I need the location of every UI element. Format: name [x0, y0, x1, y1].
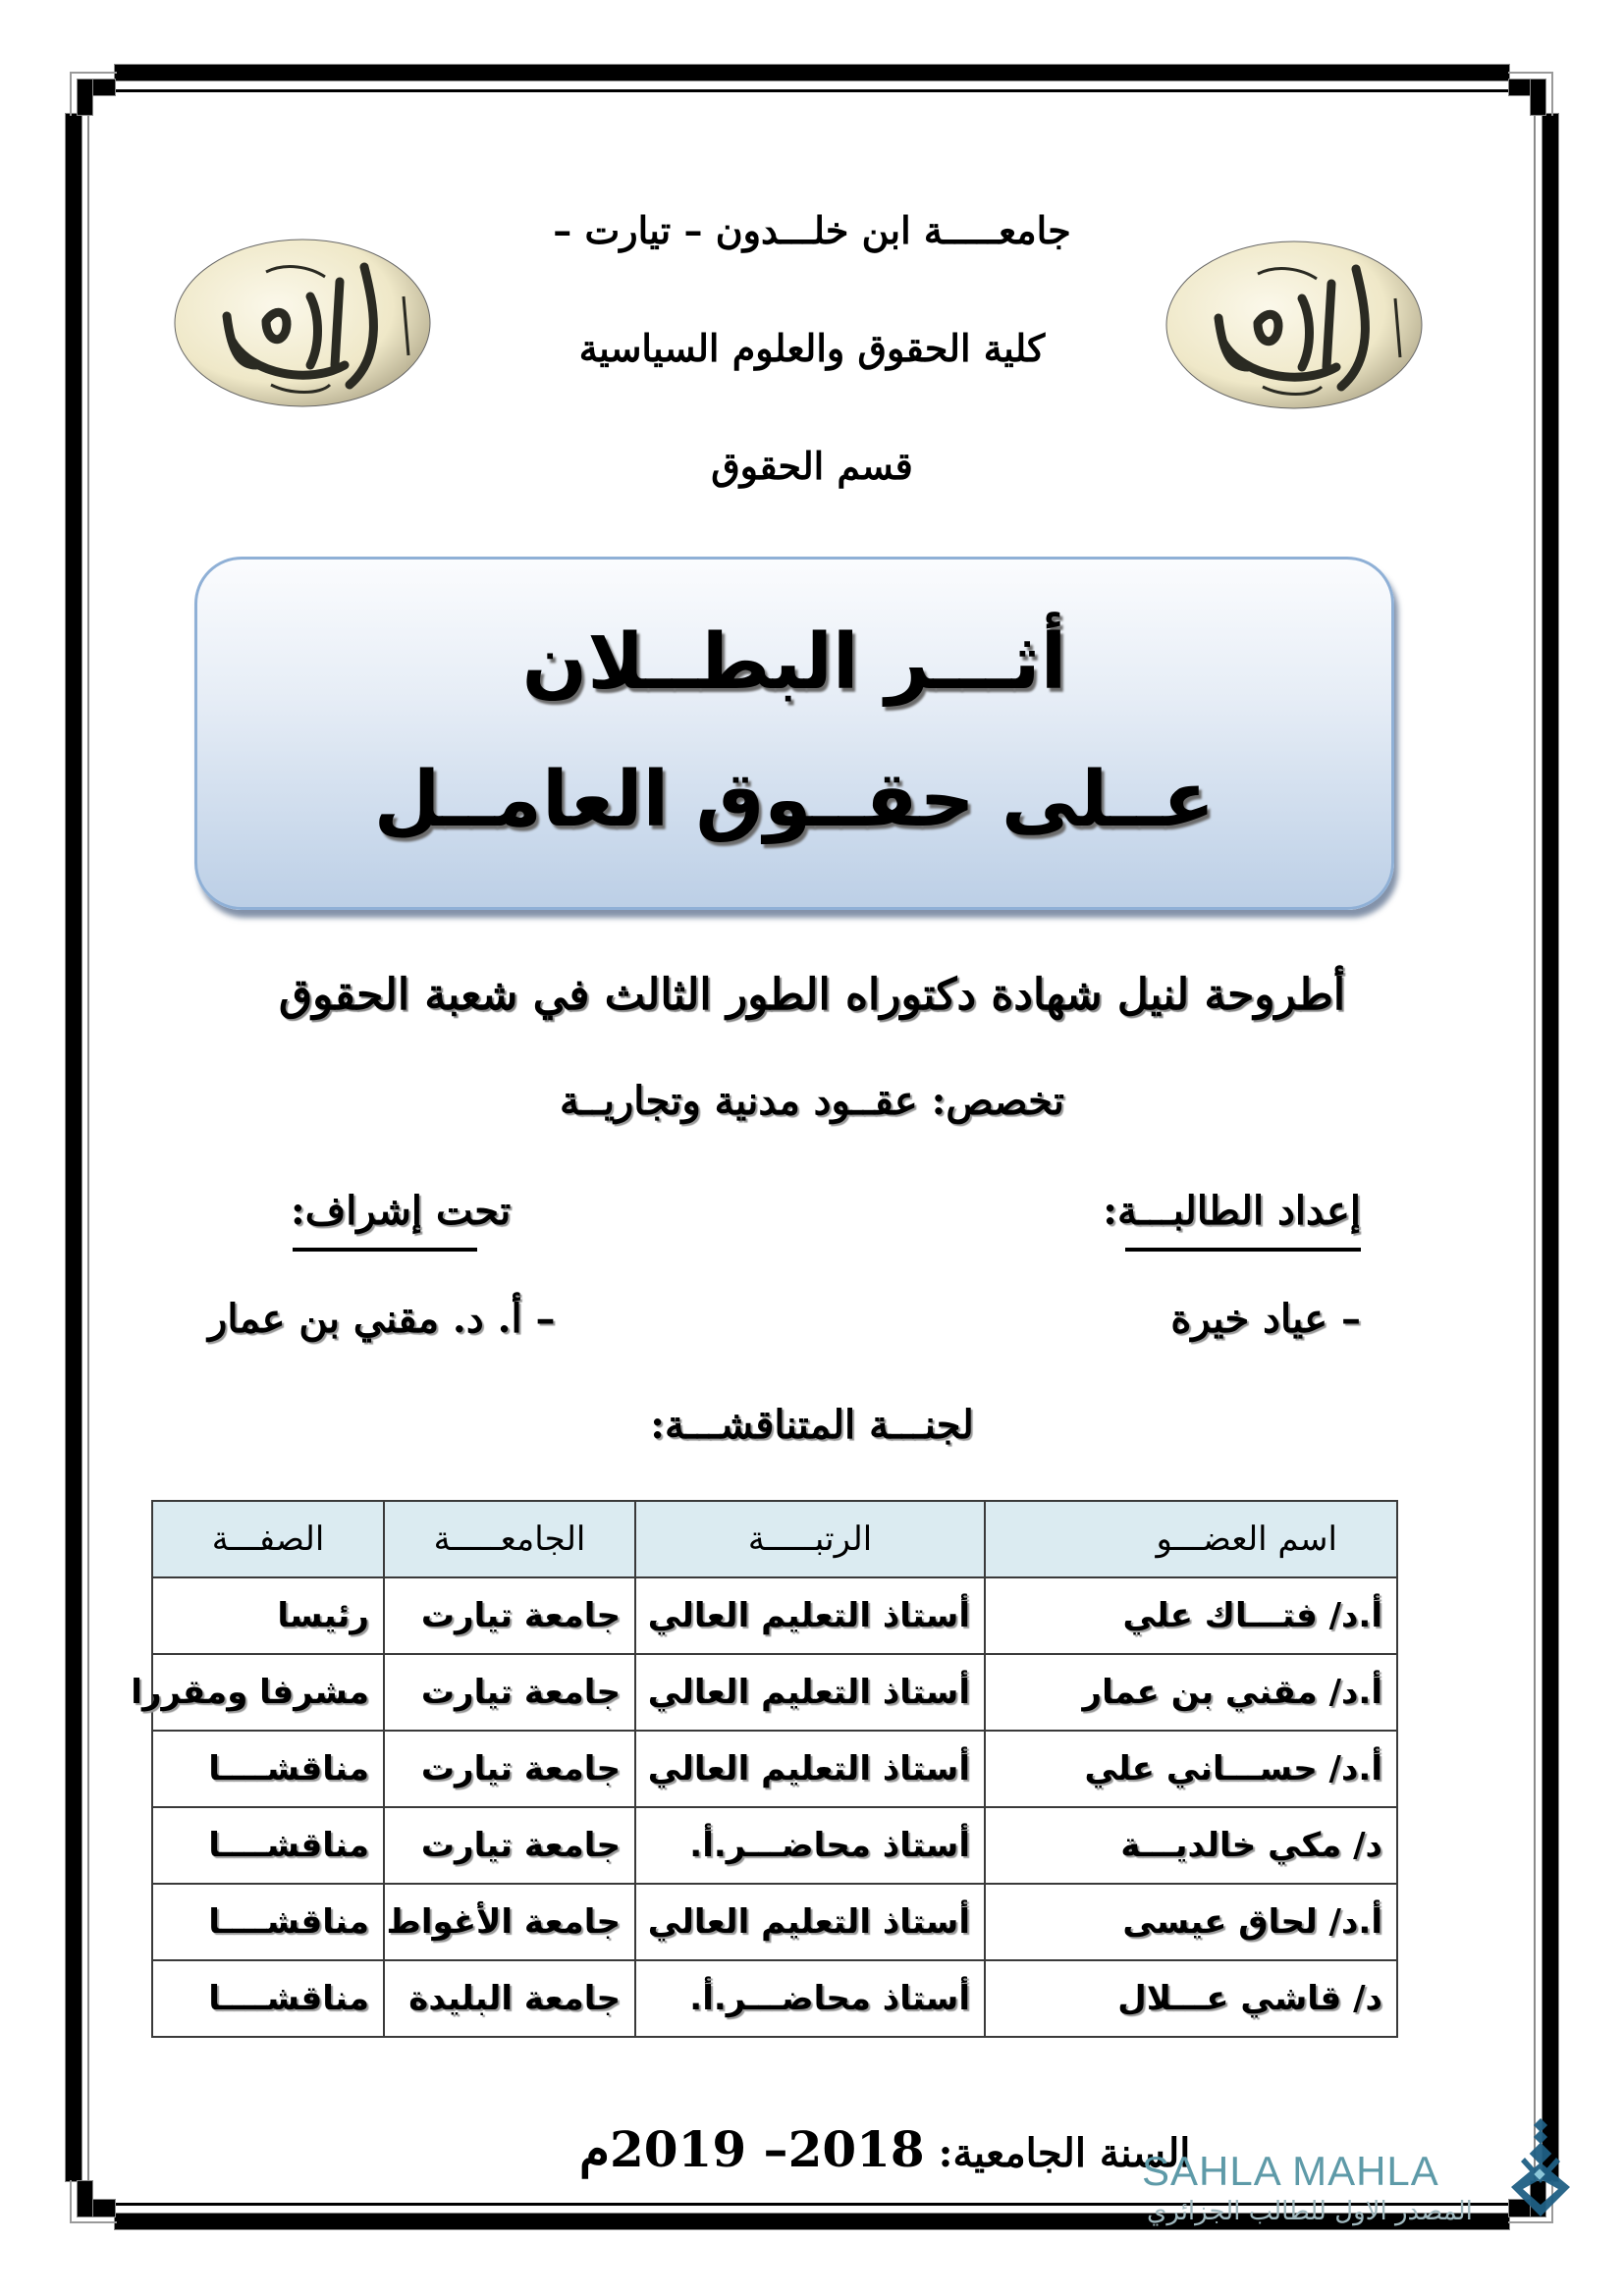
member-university: جامعة تيارت — [384, 1577, 635, 1654]
member-name: د/ مكي خالديـــة — [985, 1807, 1397, 1884]
academic-year-value: 2018– 2019م — [579, 2120, 925, 2178]
member-university: جامعة البليدة — [384, 1960, 635, 2037]
specialty: تخصص: عقــود مدنية وتجاريــة — [559, 1078, 1065, 1124]
frame-right-thick — [1543, 114, 1558, 2181]
thesis-title-line-2: عــلى حقــوق العامــل — [373, 756, 1216, 844]
university-seal-icon — [173, 238, 432, 408]
table-row — [152, 1577, 1397, 1654]
member-role: مناقشــــا — [152, 1960, 384, 2037]
member-role: مناقشــــا — [152, 1731, 384, 1807]
department-name: قسم الحقوق — [711, 444, 913, 488]
member-university: جامعة الأغواط — [384, 1884, 635, 1960]
prepared-by-underline — [1125, 1248, 1361, 1252]
column-header-university: الجامعـــــة — [384, 1501, 635, 1577]
frame-top-thick — [115, 65, 1509, 80]
student-name: – عياد خيرة — [1170, 1296, 1361, 1342]
academic-year-label: السنة الجامعية: — [938, 2130, 1191, 2176]
university-seal-right — [1164, 240, 1424, 410]
table-row — [152, 1807, 1397, 1884]
member-rank: أستاذ التعليم العالي — [635, 1884, 985, 1960]
table-row — [152, 1960, 1397, 2037]
member-name: أ.د/ مقني بن عمار — [985, 1654, 1397, 1731]
member-role: مناقشــــا — [152, 1807, 384, 1884]
thesis-title-line-1: أثـــر البطــلان — [521, 618, 1067, 707]
member-rank: أستاذ محاضـــر.أ. — [635, 1960, 985, 2037]
member-university: جامعة تيارت — [384, 1731, 635, 1807]
table-row — [152, 1654, 1397, 1731]
member-university: جامعة تيارت — [384, 1807, 635, 1884]
supervised-by-label: تحت إشراف: — [291, 1188, 512, 1234]
member-name: د/ قاشي عـــلال — [985, 1960, 1397, 2037]
frame-corner-tl-v — [78, 80, 92, 115]
university-seal-icon — [1164, 240, 1424, 410]
frame-left-thick — [66, 114, 81, 2181]
supervised-by-underline — [293, 1248, 477, 1252]
frame-right-thin — [1534, 114, 1536, 2181]
member-role: مشرفا ومقررا — [152, 1654, 384, 1731]
committee-table-header — [152, 1501, 1397, 1577]
prepared-by-label: إعداد الطالبـــة: — [1103, 1188, 1361, 1234]
frame-top-thin — [115, 89, 1509, 92]
degree-statement: أطروحة لنيل شهادة دكتوراه الطور الثالث في شعبة الحقوق — [278, 970, 1346, 1020]
university-seal-left — [173, 238, 432, 408]
member-rank: أستاذ التعليم العالي — [635, 1731, 985, 1807]
watermark-logo — [1507, 2118, 1576, 2226]
member-university: جامعة تيارت — [384, 1654, 635, 1731]
member-role: مناقشــــا — [152, 1884, 384, 1960]
table-row — [152, 1731, 1397, 1807]
sahla-mahla-logo-icon — [1507, 2118, 1576, 2226]
member-name: أ.د/ لحاق عيسى — [985, 1884, 1397, 1960]
member-role: رئيسا — [152, 1577, 384, 1654]
committee-table — [131, 1500, 1398, 2038]
watermark-brand: SAHLA MAHLA — [1142, 2148, 1439, 2194]
frame-corner-bl-v — [78, 2181, 92, 2216]
column-header-role: الصفـــة — [152, 1501, 384, 1577]
member-rank: أستاذ التعليم العالي — [635, 1654, 985, 1731]
faculty-name: كلية الحقوق والعلوم السياسية — [578, 326, 1046, 370]
watermark-tagline: المصدر الاول للطالب الجزائري — [1147, 2197, 1473, 2226]
member-rank: أستاذ التعليم العالي — [635, 1577, 985, 1654]
member-name: أ.د/ فتـــاك علي — [985, 1577, 1397, 1654]
supervisor-name: – أ. د. مقني بن عمار — [208, 1296, 556, 1342]
column-header-rank: الرتبـــــة — [635, 1501, 985, 1577]
column-header-member: اسم العضـــو — [985, 1501, 1397, 1577]
member-name: أ.د/ حســـاني علي — [985, 1731, 1397, 1807]
frame-left-thin — [87, 114, 89, 2181]
frame-corner-tr-v — [1531, 80, 1545, 115]
table-row — [152, 1884, 1397, 1960]
member-rank: أستاذ محاضـــر.أ. — [635, 1807, 985, 1884]
academic-year — [579, 2120, 1190, 2178]
committee-label: لجنـــة المتناقشـــة: — [650, 1402, 974, 1448]
university-name: جامعـــــة ابن خلـــدون – تيارت – — [553, 208, 1071, 252]
thesis-title-box — [194, 557, 1394, 910]
